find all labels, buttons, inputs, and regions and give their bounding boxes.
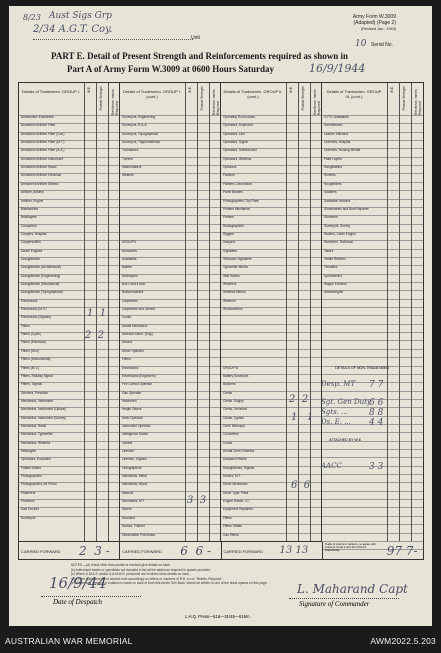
table-row-label: Sawyers (223, 240, 236, 245)
table-row-label: Draughtsmen (21, 256, 41, 261)
subcolumn-header: Reinforce- ments Required (414, 89, 422, 115)
part-title-line2: Part A of Army Form W.3009 at 0600 Hours Saturday (67, 64, 274, 74)
group-3-cont-header-label: Details of Tradesmen. GROUP III. (cont.) (326, 89, 382, 99)
table-row-label: Operating Room Assts. (223, 115, 256, 119)
hw-title-date: 16/9/1944 (309, 62, 366, 75)
table-row-label: Radiographers (223, 223, 244, 228)
subcolumn-divider (209, 83, 210, 541)
table-row-label: Wagon Erectors (324, 282, 347, 286)
subcolumn-header: W.E. (87, 86, 91, 94)
non-tradesmen-heading: DETAILS OF NON-TRADESMEN (335, 366, 389, 370)
group-2-cont-column (221, 83, 322, 541)
serial-label: Serial No. (371, 42, 393, 48)
table-row-label: Armament Artificer Electrical (21, 173, 62, 178)
table-row-label: Armament Artificer Fitter (21, 123, 56, 128)
hw-nontrade-2-vals: 6 6 (369, 398, 384, 408)
table-row-line (120, 199, 220, 200)
table-row-line (322, 507, 423, 508)
table-row-line (322, 324, 423, 325)
table-row-label: Drivers, M.T. (223, 474, 241, 479)
table-row-label: Hatchmen (122, 398, 137, 403)
table-row-label: Driver Mechanics (223, 482, 248, 487)
table-row-line (221, 357, 321, 358)
table-row-label: Tinsmiths (324, 265, 338, 270)
table-row-label: Carpenters and Joiners (122, 307, 156, 312)
table-row-label: Gas Fitters (223, 532, 239, 537)
table-row-label: Armament Artificer Fitter (M.T.) (21, 140, 65, 145)
table-row-line (322, 307, 423, 308)
hw-serial-number: 10 (355, 39, 367, 49)
table-row-line (221, 324, 321, 325)
form-name: Army Form W.3009 (352, 14, 396, 20)
carried-forward-label-2: CARRIED FORWARD (122, 549, 162, 554)
table-row-label: Height Takers (122, 407, 142, 412)
table-row-label: Plate Layers (324, 156, 342, 161)
hw-nontrade-2: Sgt. Gen Duty (321, 398, 371, 406)
table-row-label: Mechanics, Typewriter (21, 432, 53, 437)
table-row-label: Fire Control Operator (122, 382, 153, 387)
table-row-line (322, 357, 423, 358)
table-row-label: Electricians (21, 298, 38, 303)
table-row-label: Plumbers (21, 499, 35, 504)
hw-carried-1: 2 3 - (79, 544, 110, 558)
table-row-label: Painters, Decorators (223, 181, 253, 186)
despatch-label: Date of Despatch (53, 598, 102, 606)
table-row-line (120, 182, 220, 183)
table-row-label: Signallers (223, 248, 237, 253)
table-row-label: Sanitation workers (324, 198, 351, 203)
table-row-label: Fitters (Cycle) (21, 332, 41, 337)
table-row-label: Clerk Telecorps (223, 423, 245, 428)
table-row-label: Hammermen (324, 123, 343, 128)
table-row-label: Millwrights (21, 449, 36, 453)
despatch-line (41, 596, 141, 597)
part-title-line1: PART E. Detail of Present Strength and Reinforcements required as shown in (51, 51, 349, 61)
totals-label: Totals of columns marked + to agree with columns 4 and 1 and 10 of Part A respectively. (324, 542, 376, 553)
table-row-label: Mechanics, Instrument (Optical) (21, 407, 66, 412)
table-row-label: Coppersmiths (21, 240, 41, 245)
table-row-label: Tailors (324, 248, 334, 253)
group-2-cont-header (221, 83, 321, 116)
table-row-label: Ammunition Examiners (21, 115, 54, 119)
table-row-label: Fitters (122, 357, 131, 362)
group-3-cont-rows (322, 115, 423, 541)
unit-line (33, 39, 193, 40)
table-row-label: Storemen (324, 215, 338, 220)
table-row-label: Woodworkers (223, 307, 243, 312)
table-row-label: Surveyors, Trigonometrical (122, 140, 160, 145)
table-row-label: Lithographers (122, 465, 142, 470)
subcolumn-divider (298, 83, 299, 541)
hw-date-left: 8/23 (23, 13, 41, 22)
table-row-label: Dental Mechanics (122, 323, 148, 328)
table-row-label: Miners (122, 507, 132, 512)
group-2-cont-header-label: Details of Tradesmen. GROUP II. (cont.) (223, 89, 283, 99)
table-row-label: Fitters' Mates (223, 524, 243, 529)
table-row-line (120, 224, 220, 225)
subcolumn-divider (197, 83, 198, 541)
table-row-line (322, 315, 423, 316)
table-row-line (322, 474, 423, 475)
table-row-label: Computers (21, 223, 37, 228)
table-row-label: Engine Hands, I.C. (223, 499, 250, 504)
table-row-label: Armament Artificer Instrument (21, 156, 64, 161)
table-row-label: Fitters (Gun) (21, 348, 39, 353)
table-row-label: Wireless Mechs. (223, 290, 247, 295)
group-1-header (19, 83, 119, 116)
hw-carried-2: 6 6 - (180, 544, 212, 558)
table-row-label: Artificer, Artillery (21, 190, 44, 195)
table-row-label: Printers (223, 215, 234, 220)
table-row-label: Butchers (223, 382, 236, 387)
hw-totals: 97 7- (386, 544, 418, 558)
table-row-label: Blacksmiths (21, 206, 39, 211)
table-row-label: Detector-Mech. (Eng.) (122, 332, 154, 337)
table-row-label: Rangetakers (324, 165, 343, 170)
table-row-label: Panel Beaters (223, 190, 244, 195)
subcolumn-divider (399, 83, 400, 541)
table-row-line (322, 499, 423, 500)
table-row-label: Saw Doctors (21, 507, 40, 512)
table-row-line (322, 349, 423, 350)
table-row-label: Operators, Switchboard (223, 148, 257, 153)
table-row-label: Electricians (Engineers) (122, 373, 156, 378)
table-row-label: Draughtsmen, Signals (223, 465, 255, 470)
table-row-label: Fitters (223, 515, 232, 520)
table-row-label: Bricklayers (122, 273, 138, 278)
table-row-label: Textile Refiners (324, 256, 346, 261)
table-row-label: Surveyors, R.A.A. (122, 123, 148, 128)
table-row-label: Photographers, Air Photo (21, 482, 57, 487)
form-revised: (Revised Jan., 1943) (360, 27, 396, 31)
table-row-label: Artificer, Engine (21, 198, 44, 203)
table-row-label: Armament Artificer Radio (21, 165, 57, 170)
table-row-line (322, 449, 423, 450)
table-row-line (120, 207, 220, 208)
subcolumn-divider (185, 83, 186, 541)
table-row-label: GROUP II. (122, 240, 138, 245)
table-row-label: Draughtsmen (Topographical) (21, 290, 63, 295)
hw-nontrade-1-vals: 7 7 (369, 380, 384, 390)
table-row-label: Despatch Riders (223, 457, 247, 462)
table-row-label: Painters (223, 173, 235, 178)
unit-label: Unit (191, 35, 200, 41)
table-row-label: GROUP III. (223, 365, 240, 370)
table-row-label: Storemen, Technical (324, 240, 353, 245)
table-row-label: Leather Stitchers (324, 131, 349, 136)
carried-forward-label-3: CARRIED FORWARD (223, 549, 264, 554)
table-row-label: Shoemakers and Boot Repairer (324, 206, 369, 211)
group-3-cont-column (322, 83, 423, 541)
hw-nontrade-3: Sgts. ... (321, 408, 348, 416)
table-row-label: Riveters (324, 173, 336, 178)
table-row-line (322, 524, 423, 525)
table-row-line (221, 340, 321, 341)
form-reference (353, 14, 396, 32)
table-row-label: Moulders (122, 515, 136, 520)
table-row-label: Diesel Engines (21, 248, 43, 253)
table-row-label: Grinders, Precision (21, 390, 49, 395)
table-row-label: Armament Artificer Fitter (Gun) (21, 131, 65, 136)
notes-line-3: (c) Where A.W.A.S. and/or A.A.M.W.S. personnel are involved show details on back. (71, 572, 190, 577)
table-row-label: Wheelwrights (324, 290, 344, 295)
table-row-label: Nurses, Trained (122, 524, 145, 529)
table-row-label: Drivers (122, 340, 133, 345)
table-row-line (322, 482, 423, 483)
table-row-label: Operators, Wireless (223, 156, 252, 161)
table-row-label: Mechanics, Instrument (21, 398, 54, 403)
subcolumn-divider (387, 83, 388, 541)
table-row-label: Wiremen (223, 298, 236, 303)
subcolumn-header: Reinforce- ments Required (212, 89, 220, 115)
table-row-label: Instrument Operator (122, 423, 151, 428)
hw-despatch-date: 16/9/44 (49, 574, 107, 592)
table-row-label: Fitters (Instrumental) (21, 357, 51, 362)
table-row-line (322, 374, 423, 375)
table-row-label: Operators, Keyboard (223, 123, 253, 128)
table-row-label: Equipment Repairers (223, 507, 253, 512)
table-row-label: Riggers (223, 231, 234, 236)
table-row-label: Machinists, Metal (122, 474, 147, 479)
signature-line (289, 598, 399, 599)
table-row-label: Electricians (Signals) (21, 315, 51, 320)
table-row-label: Opticians (223, 165, 237, 170)
table-row-label: Armament Artificer Electric (21, 181, 59, 186)
hw-carried-3: 13 13 (279, 545, 309, 556)
carried-forward-cell-2 (120, 542, 221, 559)
table-row-label: Bricklayers (21, 215, 37, 220)
table-row-label: Toolmakers (122, 148, 139, 153)
hw-unit-line2: 2/34 A.G.T. Coy. (33, 24, 113, 35)
table-row-label: Orderlies, Hospital (324, 140, 351, 145)
table-row-label: Operators, Excavator (21, 457, 52, 462)
subcolumn-header: Posted Strength (402, 86, 406, 111)
table-row-label: Saddlers (324, 190, 337, 195)
subcolumn-divider (411, 83, 412, 541)
table-row-label: Linemen, Signals (122, 457, 147, 462)
table-row-label: Upholsterers (324, 273, 343, 278)
table-row-label: Photographers (21, 474, 42, 479)
table-row-label: Mechanics, Radio (21, 423, 47, 428)
table-row-label: Welders (122, 173, 134, 178)
notes-line-2: (b) Authorised trades or specialists not included in list will be added as required in spaces provided. (71, 567, 211, 572)
form-adapted: (Adapted) (Page 2) (353, 20, 396, 26)
subcolumn-header: Posted Strength (301, 86, 305, 111)
table-row-line (322, 491, 423, 492)
group-1-cont-header (120, 83, 220, 116)
table-row-label: Orderlies, Nursing Mental (324, 148, 361, 153)
subcolumn-divider (84, 83, 85, 541)
table-row-label: Dental Clerk Orderlies (223, 449, 255, 453)
table-row-label: Bus Cond's Asst. (122, 282, 146, 286)
table-row-label: G.P.O. Assistants (324, 115, 349, 119)
subcolumn-header: W.E. (390, 86, 394, 94)
hw-nontrade-5: AACC (321, 462, 342, 470)
subcolumn-header: Posted Strength (99, 86, 103, 111)
table-row-label: Armament Artificer Fitter (A.A.) (21, 148, 65, 153)
table-row-label: Fitters (Electrical) (21, 340, 46, 345)
table-row-line (322, 391, 423, 392)
table-row-label: Machinists, Wood (122, 482, 148, 487)
subcolumn-divider (310, 83, 311, 541)
table-row-label: Intelligence Duties (122, 432, 149, 437)
carried-forward-cell-3 (222, 542, 323, 559)
table-row-label: Pattern Maker (21, 465, 42, 470)
hw-unit-line1: Aust Sigs Grp (49, 11, 112, 21)
hw-driver-mechanics: 6 6 (291, 480, 311, 491)
table-row-label: Printers Mechanics (223, 206, 251, 211)
totals-cell (323, 542, 423, 559)
table-row-line (322, 432, 423, 433)
hw-fitters: 2 2 (85, 330, 105, 341)
carried-forward-cell-1 (19, 542, 120, 559)
group-1-header-label: Details of Tradesmen. GROUP I. (22, 89, 80, 94)
table-row-label: Surveyors, Engineering (122, 115, 156, 119)
archive-caption-left: AUSTRALIAN WAR MEMORIAL (5, 636, 133, 646)
table-row-label: Wall Savers (223, 273, 240, 278)
table-row-label: Concreters (223, 432, 239, 437)
notes-line-1: NOTES.—(a) If task other than private is involved give details on back. (71, 563, 171, 567)
table-row-label: Clerks, Technical (223, 407, 248, 412)
table-row-label: Fitters, Signals (21, 382, 43, 387)
table-row-label: Mechanics, Wireless (21, 440, 51, 445)
table-row-label: Roughriders (324, 181, 342, 186)
table-row-label: Wheelers (223, 282, 237, 286)
attached-label: ATTACHED BY W.E. (329, 438, 363, 442)
table-row-label: Draughtsmen (Mechanical) (21, 282, 60, 286)
subcolumn-header: W.E. (289, 86, 293, 94)
table-row-line (322, 340, 423, 341)
table-row-label: Coopers, Hospital (21, 231, 47, 236)
table-row-label: Telecorps Signallers (223, 256, 252, 261)
table-row-label: Driver Type, Plant (223, 490, 249, 495)
table-row-line (120, 190, 220, 191)
hw-clerks: 2 2 (289, 394, 309, 405)
group-3-cont-header (322, 83, 423, 116)
subcolumn-header: Reinforce- ments Required (111, 89, 119, 115)
hw-mechanics-mt: 3 3 (187, 495, 207, 506)
table-row-label: Bulbommakers (122, 290, 144, 295)
table-row-label: Operators, Signal (223, 140, 248, 145)
carried-forward-row (18, 542, 424, 560)
group-2-cont-rows (221, 115, 321, 541)
table-row-label: Armourers (122, 248, 137, 253)
hw-nontrade-3-vals: 8 8 (369, 408, 384, 418)
notes-line-4: (d) Where replacement not desired note accordingly on letters or numbers of R.B. in col. 'Reinfts. Required.' (71, 576, 223, 581)
table-row-label: Gas Operator (122, 390, 142, 395)
table-row-line (322, 457, 423, 458)
group-1-cont-rows (120, 115, 220, 541)
table-row-label: Surveyors, Survey (324, 223, 351, 228)
table-row-label: Photographers, Dry Plate (223, 198, 259, 203)
table-row-label: Battery Surveyors (223, 373, 249, 378)
table-row-line (322, 533, 423, 534)
carried-forward-label-1: CARRIED FORWARD (21, 549, 61, 554)
table-row-line (120, 215, 220, 216)
table-row-label: Cooks (122, 315, 132, 320)
table-row-line (322, 299, 423, 300)
subcolumn-divider (108, 83, 109, 541)
table-row-line (221, 332, 321, 333)
subcolumn-header: Reinforce- ments Required (313, 89, 321, 115)
table-row-label: Hello Operator (122, 415, 143, 420)
table-row-label: Clerks (223, 390, 233, 395)
hw-nontrade-1: Desp. MT (321, 380, 356, 388)
table-row-label: Observation Post Assts. (122, 532, 156, 537)
archive-caption-right: AWM2022.5.203 (370, 636, 436, 646)
table-row-label: Draughtsmen (Architectural) (21, 265, 61, 270)
table-row-label: Mechanics, M.T. (122, 499, 146, 504)
table-row-label: Masons (122, 490, 134, 495)
table-row-label: Surveyors (21, 515, 36, 520)
group-1-cont-column (120, 83, 221, 541)
table-row-label: Cooks (223, 440, 233, 445)
table-row-label: Turners (122, 156, 133, 161)
table-row-label: Carpenters (122, 298, 138, 303)
table-row-line (221, 315, 321, 316)
hw-nontrade-4: Ds. E. ... (321, 418, 351, 426)
table-row-label: Electricians (122, 365, 139, 370)
subcolumn-header: W.E. (188, 86, 192, 94)
table-row-line (322, 332, 423, 333)
table-row-label: Stokers, Cabin Engine (324, 231, 356, 236)
subcolumn-header: Posted Strength (200, 86, 204, 111)
table-row-line (322, 516, 423, 517)
signature-label: Signature of Commander (299, 600, 370, 608)
form-sheet (9, 6, 432, 626)
print-line: L.H.Q. Press—516—31/45—616m. (185, 614, 251, 619)
table-row-label: Fitters (M.V.) (21, 365, 40, 370)
table-row-label: Driver Operator (122, 348, 144, 353)
hw-nontrade-5-vals: 3 3 (369, 462, 384, 472)
table-row-label: Mechanics, Instrument (Survey) (21, 415, 66, 420)
table-row-label: Surveyors, Topographical (122, 131, 158, 136)
hw-electricians: 1 1 (87, 308, 107, 319)
table-row-label: Fitters, Railway Signal (21, 373, 53, 378)
table-row-label: Operators, Line (223, 131, 245, 136)
table-row-label: Assistants (122, 256, 137, 261)
table-row-label: Joiners (122, 440, 133, 445)
table-row-label: Plasterers (21, 490, 36, 495)
table-row-label: Clerks, Supply (223, 398, 244, 403)
table-row-label: Draughtsmen (Engineering) (21, 273, 61, 278)
group-1-cont-header-label: Details of Tradesmen. GROUP I. (cont.) (123, 89, 181, 99)
subcolumn-divider (286, 83, 287, 541)
group-1-rows (19, 115, 119, 541)
table-row-line (120, 232, 220, 233)
table-row-label: Fitters (21, 323, 30, 328)
notes-line-5: (e) Where any demand or notation is made on back of form this words 'See Back' should be written in one of the blank spaces on this page. (71, 581, 268, 586)
hw-clerks-technical: 1 1 (291, 412, 314, 423)
table-row-label: Watchmakers (122, 165, 142, 170)
table-row-label: Typewriter Mechs. (223, 265, 249, 270)
table-row-label: Linemen (122, 449, 135, 453)
table-row-label: Clerks, Typists (223, 415, 244, 420)
table-row-line (221, 349, 321, 350)
table-row-label: Bakers (122, 265, 132, 270)
hw-signature: L. Maharand Capt (297, 582, 408, 596)
strength-table (18, 82, 424, 542)
table-row-label: Electricians (M.V.) (21, 307, 47, 312)
hw-nontrade-4-vals: 4 4 (369, 418, 384, 428)
